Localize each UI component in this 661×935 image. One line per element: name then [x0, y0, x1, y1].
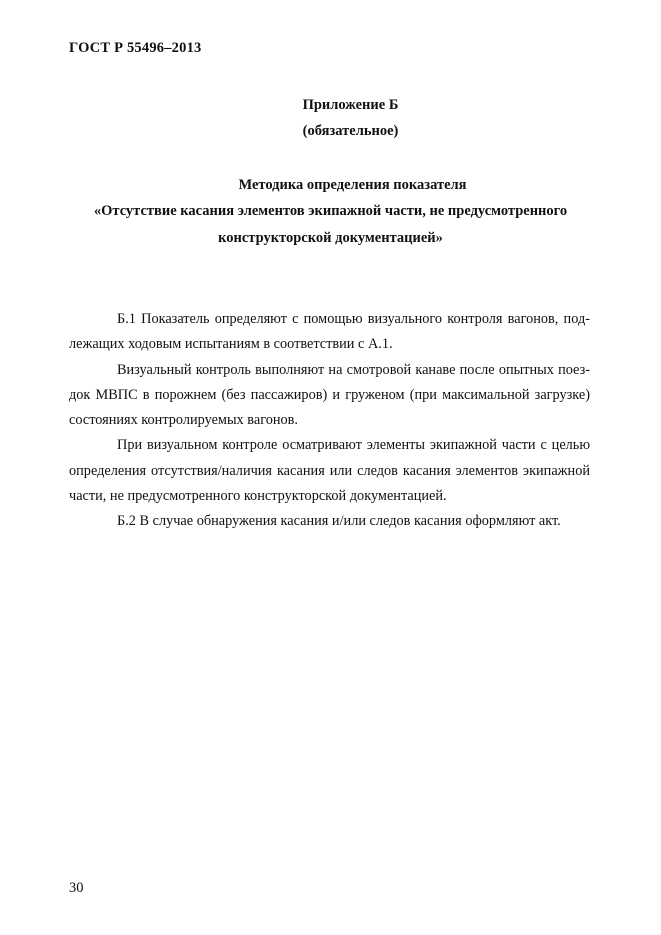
annex-status: (обязательное): [302, 123, 399, 139]
paragraph-inspection: При визуальном контроле осматривают элементы экипажной части с целью определения отсутствия/наличия касания или следов касания элементов экипажной части, не предусмотренного конструкторской документацией.: [69, 437, 590, 505]
method-title-line-2: «Отсутствие касания элементов экипажной части, не предусмотренного: [93, 203, 568, 219]
paragraph-visual-control: Визуальный контроль выполняют на смотровой канаве после опытных поездок МВПС в порожнем (без пассажиров) и груженом (при максимальной загрузке) состояниях контролируемых вагонов.: [69, 361, 590, 429]
standard-code: ГОСТ Р 55496–2013: [69, 40, 202, 56]
paragraph-b2: Б.2 В случае обнаружения касания и/или следов касания оформляют акт.: [117, 513, 561, 530]
method-title-line-3: конструкторской документацией»: [218, 230, 443, 246]
page-number: 30: [69, 880, 84, 896]
paragraph-b1: Б.1 Показатель определяют с помощью визуального контроля вагонов, подлежащих ходовым испытаниям в соответствии с А.1.: [69, 311, 590, 353]
method-title-line-1: Методика определения показателя: [238, 177, 467, 193]
annex-title: Приложение Б: [302, 97, 399, 113]
body-text: [69, 307, 590, 535]
